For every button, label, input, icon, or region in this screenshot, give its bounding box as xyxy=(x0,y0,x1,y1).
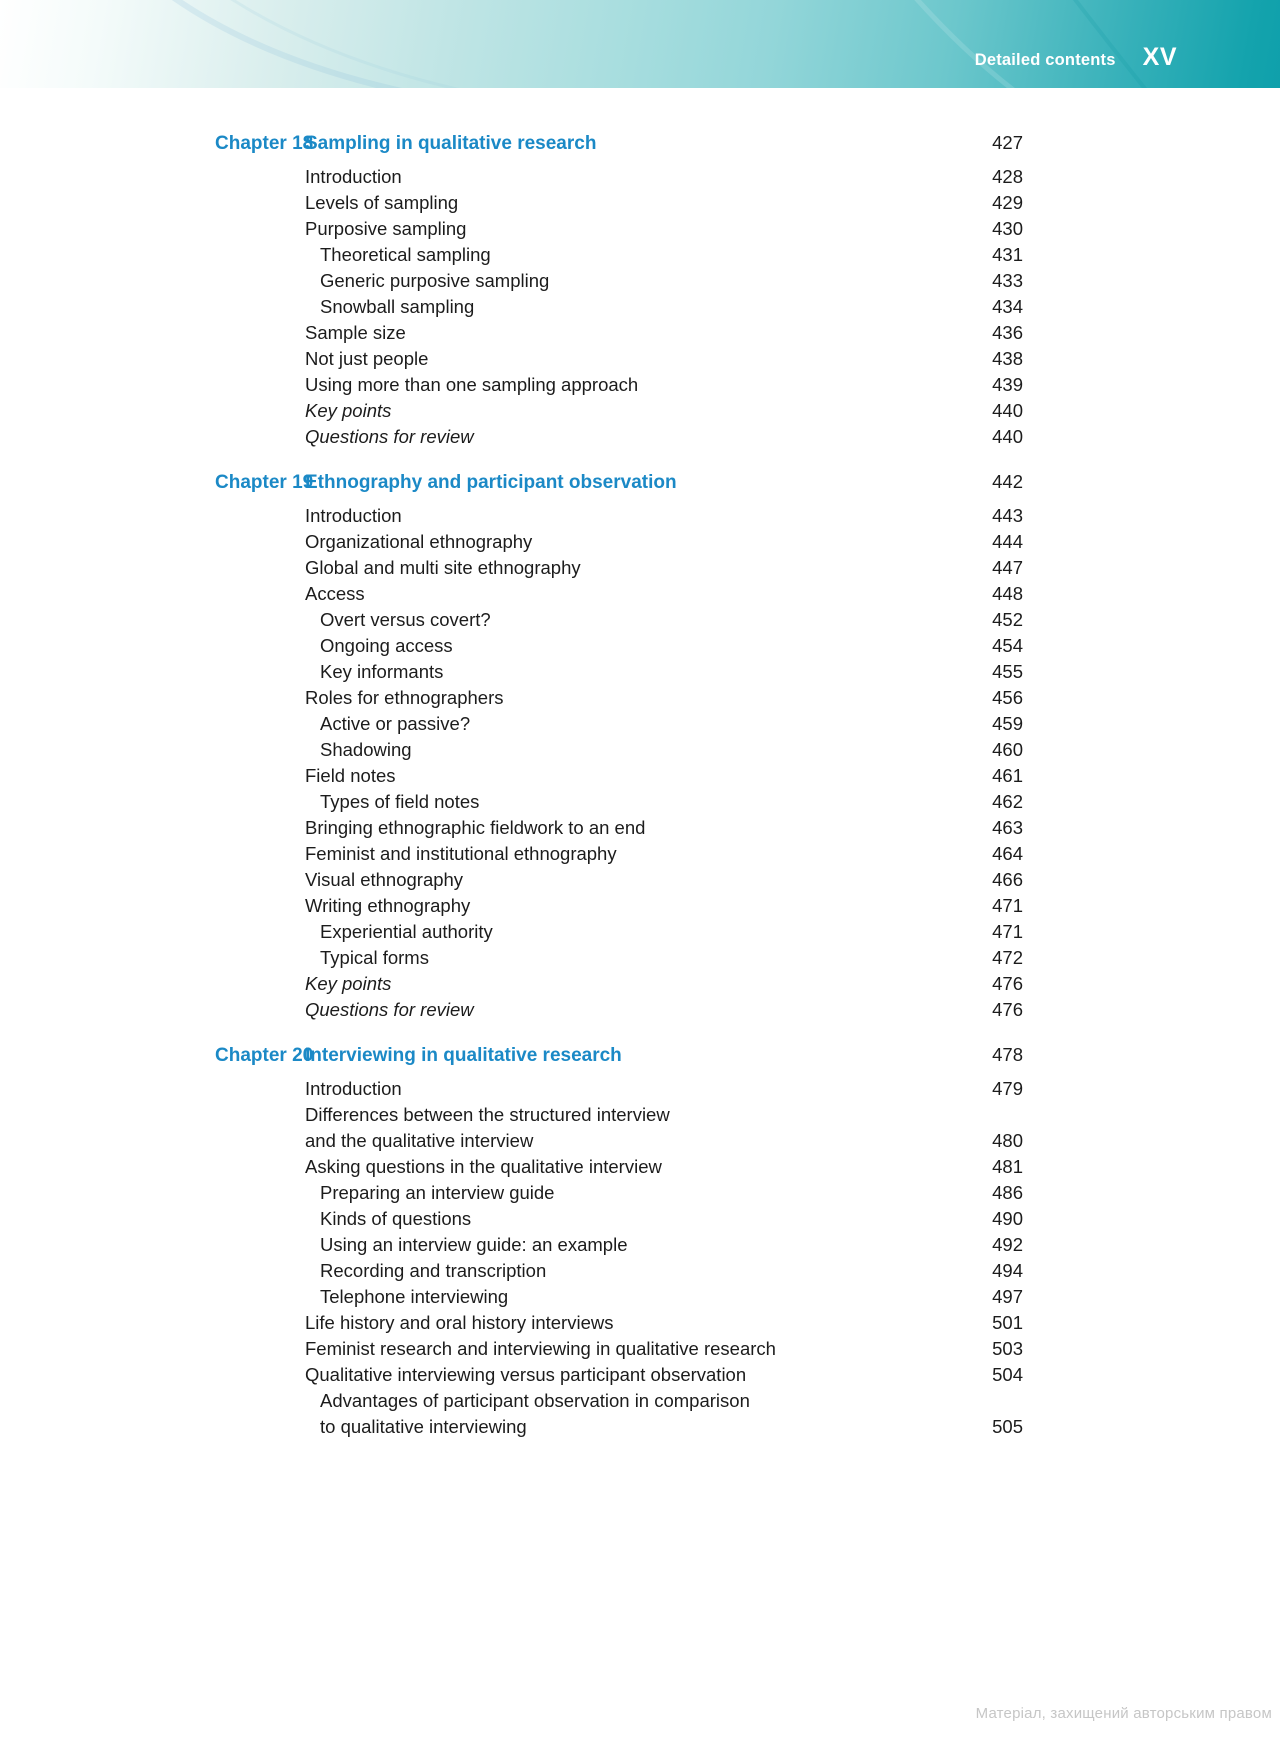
entry-page-number: 490 xyxy=(992,1208,1023,1229)
toc-entry xyxy=(215,633,1023,659)
entry-label-line: Levels of sampling xyxy=(305,192,459,213)
entry-label xyxy=(305,1310,949,1336)
entry-label-line: Key informants xyxy=(320,661,444,682)
entry-label xyxy=(305,242,949,268)
entry-label-line: Overt versus covert? xyxy=(320,609,491,630)
toc-entry xyxy=(215,971,1023,997)
toc xyxy=(215,130,1023,1440)
entry-page-number: 494 xyxy=(992,1260,1023,1281)
entry-page-number: 504 xyxy=(992,1364,1023,1385)
toc-entry xyxy=(215,893,1023,919)
entry-label-line: Theoretical sampling xyxy=(320,244,491,265)
entry-label-line: and the qualitative interview xyxy=(305,1130,534,1151)
toc-entry xyxy=(215,711,1023,737)
chapter-heading-row xyxy=(215,1042,1023,1069)
chapter-title: Interviewing in qualitative research xyxy=(305,1045,622,1066)
entry-page-number: 476 xyxy=(992,999,1023,1020)
chapter-number: Chapter 18 xyxy=(215,133,314,154)
entry-page-number: 497 xyxy=(992,1286,1023,1307)
entry-label-line: Roles for ethnographers xyxy=(305,687,504,708)
entry-label xyxy=(305,1206,949,1232)
toc-entry xyxy=(215,1362,1023,1388)
entry-label-line: Telephone interviewing xyxy=(320,1286,509,1307)
entry-label-line: Preparing an interview guide xyxy=(320,1182,555,1203)
toc-entry xyxy=(215,242,1023,268)
toc-entry xyxy=(215,555,1023,581)
entry-page-number: 434 xyxy=(992,296,1023,317)
entry-page-number: 480 xyxy=(992,1130,1023,1151)
entry-page-number: 471 xyxy=(992,921,1023,942)
entry-label xyxy=(305,1362,949,1388)
entry-page-number: 463 xyxy=(992,817,1023,838)
entry-label xyxy=(305,1102,949,1154)
toc-entry xyxy=(215,1336,1023,1362)
entry-label xyxy=(305,164,949,190)
entry-label xyxy=(305,216,949,242)
toc-entry xyxy=(215,268,1023,294)
running-head xyxy=(975,43,1177,72)
entry-label xyxy=(305,1154,949,1180)
entry-label-line: Purposive sampling xyxy=(305,218,467,239)
entry-label xyxy=(305,581,949,607)
entry-page-number: 464 xyxy=(992,843,1023,864)
entry-label-line: Types of field notes xyxy=(320,791,480,812)
toc-entry xyxy=(215,424,1023,450)
toc-entry xyxy=(215,503,1023,529)
toc-entry xyxy=(215,346,1023,372)
entry-label-line: Differences between the structured interview xyxy=(305,1104,670,1125)
chapter-block xyxy=(215,469,1023,1023)
toc-entry xyxy=(215,919,1023,945)
chapter-number: Chapter 20 xyxy=(215,1045,314,1066)
entry-label-line: to qualitative interviewing xyxy=(320,1416,527,1437)
entry-label xyxy=(305,1284,949,1310)
entry-label xyxy=(305,789,949,815)
entry-page-number: 501 xyxy=(992,1312,1023,1333)
entry-label xyxy=(305,1180,949,1206)
entry-label-line: Introduction xyxy=(305,166,402,187)
toc-entry xyxy=(215,294,1023,320)
entry-label-line: Life history and oral history interviews xyxy=(305,1312,614,1333)
entry-page-number: 476 xyxy=(992,973,1023,994)
toc-entry xyxy=(215,1076,1023,1102)
page-folio-roman: XV xyxy=(1142,43,1177,71)
toc-entry xyxy=(215,737,1023,763)
toc-entry xyxy=(215,815,1023,841)
entry-label-line: Access xyxy=(305,583,365,604)
toc-entry xyxy=(215,1206,1023,1232)
entry-page-number: 492 xyxy=(992,1234,1023,1255)
entry-label-line: Questions for review xyxy=(305,999,474,1020)
entry-label-line: Introduction xyxy=(305,1078,402,1099)
entry-page-number: 466 xyxy=(992,869,1023,890)
entry-label xyxy=(305,711,949,737)
entry-label xyxy=(305,424,949,450)
entry-label-line: Global and multi site ethnography xyxy=(305,557,581,578)
entry-label xyxy=(305,815,949,841)
entry-label xyxy=(305,893,949,919)
toc-entry xyxy=(215,997,1023,1023)
entry-label-line: Introduction xyxy=(305,505,402,526)
entry-label xyxy=(305,867,949,893)
entry-label xyxy=(305,529,949,555)
entry-page-number: 440 xyxy=(992,400,1023,421)
entry-page-number: 433 xyxy=(992,270,1023,291)
entry-label xyxy=(305,659,949,685)
toc-entry xyxy=(215,164,1023,190)
entry-label-line: Bringing ethnographic fieldwork to an end xyxy=(305,817,646,838)
entry-label-line: Snowball sampling xyxy=(320,296,475,317)
entry-label-line: Generic purposive sampling xyxy=(320,270,550,291)
entry-label-line: Shadowing xyxy=(320,739,412,760)
entry-label xyxy=(305,685,949,711)
entry-label xyxy=(305,503,949,529)
chapter-number: Chapter 19 xyxy=(215,472,314,493)
chapter-heading-row xyxy=(215,469,1023,496)
entry-page-number: 461 xyxy=(992,765,1023,786)
entry-label-line: Recording and transcription xyxy=(320,1260,547,1281)
chapter-page-number: 478 xyxy=(992,1044,1023,1065)
entry-label xyxy=(305,919,949,945)
toc-entry xyxy=(215,1180,1023,1206)
toc-entry xyxy=(215,529,1023,555)
entry-page-number: 440 xyxy=(992,426,1023,447)
entry-label-line: Writing ethnography xyxy=(305,895,471,916)
entry-page-number: 443 xyxy=(992,505,1023,526)
entry-label xyxy=(305,1388,949,1440)
entry-label-line: Key points xyxy=(305,400,392,421)
chapter-page-number: 442 xyxy=(992,471,1023,492)
toc-entry xyxy=(215,190,1023,216)
toc-entry xyxy=(215,1102,1023,1154)
entry-page-number: 428 xyxy=(992,166,1023,187)
entry-label xyxy=(305,945,949,971)
entry-label-line: Field notes xyxy=(305,765,396,786)
entry-label-line: Advantages of participant observation in comparison xyxy=(320,1390,750,1411)
entry-label xyxy=(305,763,949,789)
entry-label xyxy=(305,268,949,294)
entry-label-line: Not just people xyxy=(305,348,429,369)
entry-page-number: 455 xyxy=(992,661,1023,682)
toc-entry xyxy=(215,1154,1023,1180)
entry-page-number: 452 xyxy=(992,609,1023,630)
entry-page-number: 460 xyxy=(992,739,1023,760)
entry-page-number: 430 xyxy=(992,218,1023,239)
chapter-block xyxy=(215,130,1023,450)
toc-entry xyxy=(215,398,1023,424)
entry-label-line: Using an interview guide: an example xyxy=(320,1234,628,1255)
entry-label xyxy=(305,190,949,216)
toc-entry xyxy=(215,945,1023,971)
entry-page-number: 479 xyxy=(992,1078,1023,1099)
copyright-notice: Матеріал, захищений авторським правом xyxy=(975,1705,1272,1722)
toc-entry xyxy=(215,867,1023,893)
chapter-page-number: 427 xyxy=(992,132,1023,153)
toc-entry xyxy=(215,581,1023,607)
entry-page-number: 439 xyxy=(992,374,1023,395)
entry-label-line: Feminist and institutional ethnography xyxy=(305,843,617,864)
entry-label xyxy=(305,320,949,346)
entry-page-number: 486 xyxy=(992,1182,1023,1203)
entry-label xyxy=(305,372,949,398)
entry-page-number: 448 xyxy=(992,583,1023,604)
entry-label-line: Ongoing access xyxy=(320,635,453,656)
entry-label-line: Kinds of questions xyxy=(320,1208,472,1229)
entry-page-number: 431 xyxy=(992,244,1023,265)
entry-page-number: 456 xyxy=(992,687,1023,708)
entry-page-number: 429 xyxy=(992,192,1023,213)
entry-label xyxy=(305,1258,949,1284)
toc-entry xyxy=(215,216,1023,242)
entry-label xyxy=(305,1336,949,1362)
entry-label-line: Sample size xyxy=(305,322,406,343)
entry-label-line: Asking questions in the qualitative interview xyxy=(305,1156,662,1177)
entry-page-number: 503 xyxy=(992,1338,1023,1359)
toc-entry xyxy=(215,1284,1023,1310)
entry-label xyxy=(305,633,949,659)
entry-label-line: Feminist research and interviewing in qualitative research xyxy=(305,1338,776,1359)
entry-page-number: 459 xyxy=(992,713,1023,734)
entry-page-number: 472 xyxy=(992,947,1023,968)
toc-entry xyxy=(215,763,1023,789)
entry-label xyxy=(305,841,949,867)
entry-label xyxy=(305,1076,949,1102)
running-head-title: Detailed contents xyxy=(974,51,1116,69)
entry-label xyxy=(305,346,949,372)
toc-entry xyxy=(215,320,1023,346)
entry-page-number: 454 xyxy=(992,635,1023,656)
toc-entry xyxy=(215,1310,1023,1336)
entry-label-line: Qualitative interviewing versus participant observation xyxy=(305,1364,747,1385)
toc-entry xyxy=(215,1258,1023,1284)
entry-label xyxy=(305,555,949,581)
toc-entry xyxy=(215,659,1023,685)
entry-label xyxy=(305,1232,949,1258)
page-header-band xyxy=(0,0,1280,88)
entry-label-line: Typical forms xyxy=(320,947,429,968)
entry-label-line: Questions for review xyxy=(305,426,474,447)
chapter-heading-row xyxy=(215,130,1023,157)
toc-entry xyxy=(215,789,1023,815)
entry-label-line: Visual ethnography xyxy=(305,869,464,890)
entry-page-number: 447 xyxy=(992,557,1023,578)
entry-label xyxy=(305,607,949,633)
entry-page-number: 505 xyxy=(992,1416,1023,1437)
toc-entry xyxy=(215,841,1023,867)
toc-entry xyxy=(215,372,1023,398)
toc-entry xyxy=(215,607,1023,633)
entry-page-number: 444 xyxy=(992,531,1023,552)
entry-page-number: 436 xyxy=(992,322,1023,343)
entry-label-line: Active or passive? xyxy=(320,713,471,734)
entry-label-line: Key points xyxy=(305,973,392,994)
chapter-title: Sampling in qualitative research xyxy=(305,133,597,154)
entry-page-number: 462 xyxy=(992,791,1023,812)
entry-label xyxy=(305,737,949,763)
chapter-block xyxy=(215,1042,1023,1440)
entry-label xyxy=(305,997,949,1023)
entry-label-line: Organizational ethnography xyxy=(305,531,533,552)
entry-label xyxy=(305,398,949,424)
entry-label-line: Experiential authority xyxy=(320,921,493,942)
toc-entry xyxy=(215,685,1023,711)
entry-page-number: 481 xyxy=(992,1156,1023,1177)
entry-page-number: 471 xyxy=(992,895,1023,916)
entry-page-number: 438 xyxy=(992,348,1023,369)
entry-label xyxy=(305,971,949,997)
toc-entry xyxy=(215,1232,1023,1258)
entry-label-line: Using more than one sampling approach xyxy=(305,374,639,395)
toc-entry xyxy=(215,1388,1023,1440)
entry-label xyxy=(305,294,949,320)
chapter-title: Ethnography and participant observation xyxy=(305,472,677,493)
